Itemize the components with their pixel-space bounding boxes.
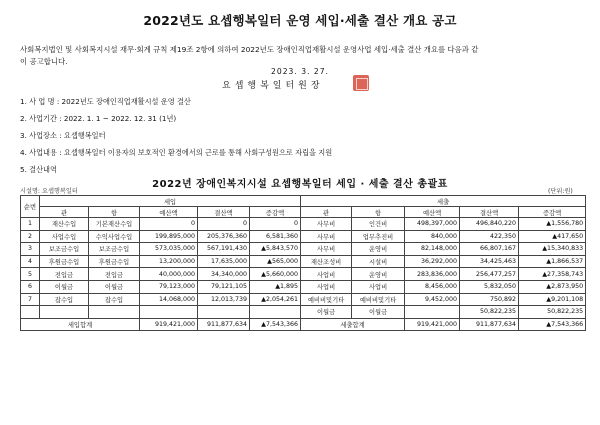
expense-settle: 50,822,235	[460, 306, 519, 319]
expense-total-settle: 911,877,634	[460, 318, 519, 331]
summary-table-title: 2022년 장애인복지시설 요셉행복일터 세입 · 세출 결산 총괄표	[152, 179, 448, 190]
intro-line-1: 사회복지법인 및 사회복지시설 재무·회계 규칙 제19조 2항에 의하여 2022년도 장애인직업재활시설 운영사업 세입·세출 결산 개요를 다음과 같	[20, 45, 479, 54]
income-settle: 79,121,105	[198, 280, 250, 293]
expense-gwan: 사업비	[301, 268, 352, 281]
expense-budget: 36,292,000	[405, 255, 460, 268]
expense-diff: ▲1,556,780	[519, 218, 586, 231]
table-row	[21, 293, 586, 306]
item-location: 3. 사업장소 : 요셉행복일터	[20, 131, 106, 140]
expense-diff: ▲15,340,833	[519, 243, 586, 256]
row-no: 1	[21, 218, 40, 231]
expense-budget: 82,148,000	[405, 243, 460, 256]
income-hang	[89, 306, 140, 319]
income-diff: ▲2,054,261	[250, 293, 301, 306]
table-row	[21, 255, 586, 268]
row-no: 3	[21, 243, 40, 256]
item-business-name: 1. 사 업 명 : 2022년도 장애인직업재활시설 운영 결산	[20, 97, 191, 106]
expense-budget	[405, 306, 460, 319]
expense-budget: 283,836,000	[405, 268, 460, 281]
expense-gwan: 사업비	[301, 280, 352, 293]
settlement-summary-table	[20, 195, 586, 331]
expense-settle: 66,807,167	[460, 243, 519, 256]
expense-settle: 422,350	[460, 230, 519, 243]
expense-settle: 256,477,257	[460, 268, 519, 281]
header-income-gwan: 관	[40, 207, 89, 218]
expense-gwan: 사무비	[301, 230, 352, 243]
income-budget: 79,123,000	[140, 280, 198, 293]
expense-diff: ▲27,358,743	[519, 268, 586, 281]
income-settle: 205,376,360	[198, 230, 250, 243]
header-expense-budget: 예산액	[405, 207, 460, 218]
facility-name: 시설명: 요셉행복일터	[20, 188, 78, 195]
income-gwan: 이월금	[40, 280, 89, 293]
header-income-settle: 결산액	[198, 207, 250, 218]
income-hang: 보조금수입	[89, 243, 140, 256]
expense-gwan: 사무비	[301, 243, 352, 256]
expense-diff: ▲1,866,537	[519, 255, 586, 268]
expense-diff: ▲2,873,950	[519, 280, 586, 293]
income-total-label: 세입합계	[21, 318, 140, 331]
row-no: 7	[21, 293, 40, 306]
header-income: 세입	[40, 196, 301, 207]
income-gwan	[40, 306, 89, 319]
header-no: 순번	[21, 196, 40, 218]
header-expense-gwan: 관	[301, 207, 352, 218]
item-settlement: 5. 결산내역	[20, 165, 57, 174]
header-expense-diff: 증감액	[519, 207, 586, 218]
income-budget: 14,068,000	[140, 293, 198, 306]
expense-budget: 9,452,000	[405, 293, 460, 306]
income-budget: 199,895,000	[140, 230, 198, 243]
expense-hang: 시설비	[352, 255, 405, 268]
income-hang: 기본재산수입	[89, 218, 140, 231]
income-total-diff: ▲7,543,366	[250, 318, 301, 331]
expense-diff: ▲417,650	[519, 230, 586, 243]
row-no: 5	[21, 268, 40, 281]
header-income-budget: 예산액	[140, 207, 198, 218]
expense-hang: 이월금	[352, 306, 405, 319]
income-diff	[250, 306, 301, 319]
expense-total-diff: ▲7,543,366	[519, 318, 586, 331]
income-gwan: 재산수입	[40, 218, 89, 231]
header-expense: 세출	[301, 196, 586, 207]
header-expense-settle: 결산액	[460, 207, 519, 218]
unit-label: (단위:원)	[548, 188, 573, 195]
notice-items	[20, 93, 332, 178]
income-gwan: 보조금수입	[40, 243, 89, 256]
expense-hang: 운영비	[352, 243, 405, 256]
income-budget: 13,200,000	[140, 255, 198, 268]
expense-hang: 인건비	[352, 218, 405, 231]
header-expense-hang: 항	[352, 207, 405, 218]
income-diff: ▲565,000	[250, 255, 301, 268]
expense-gwan: 사무비	[301, 218, 352, 231]
table-row	[21, 243, 586, 256]
row-no: 6	[21, 280, 40, 293]
header-income-diff: 증감액	[250, 207, 301, 218]
expense-budget: 498,397,000	[405, 218, 460, 231]
income-diff: 6,581,360	[250, 230, 301, 243]
official-seal-icon	[353, 75, 369, 91]
expense-hang: 예비비및기타	[352, 293, 405, 306]
income-gwan: 전입금	[40, 268, 89, 281]
row-no: 4	[21, 255, 40, 268]
item-content: 4. 사업내용 : 요셉행복일터 이용자의 보호적인 환경에서의 근로를 통해 사회구성원으로 자립을 지원	[20, 148, 333, 157]
notice-title: 2022년도 요셉행복일터 운영 세입·세출 결산 개요 공고	[143, 13, 457, 28]
table-row	[21, 306, 586, 319]
income-total-settle: 911,877,634	[198, 318, 250, 331]
expense-diff: 50,822,235	[519, 306, 586, 319]
table-row	[21, 218, 586, 231]
table-row	[21, 230, 586, 243]
expense-total-budget: 919,421,000	[405, 318, 460, 331]
intro-text	[20, 44, 585, 68]
expense-total-label: 세출합계	[301, 318, 405, 331]
income-total-budget: 919,421,000	[140, 318, 198, 331]
income-gwan: 잡수입	[40, 293, 89, 306]
income-diff: 0	[250, 218, 301, 231]
income-settle: 12,013,739	[198, 293, 250, 306]
row-no	[21, 306, 40, 319]
expense-gwan: 이월금	[301, 306, 352, 319]
income-hang: 전입금	[89, 268, 140, 281]
income-diff: ▲1,895	[250, 280, 301, 293]
expense-budget: 840,000	[405, 230, 460, 243]
income-hang: 잡수입	[89, 293, 140, 306]
income-settle: 0	[198, 218, 250, 231]
income-settle	[198, 306, 250, 319]
expense-hang: 업무추진비	[352, 230, 405, 243]
header-income-hang: 항	[89, 207, 140, 218]
expense-budget: 8,456,000	[405, 280, 460, 293]
notice-date: 2023. 3. 27.	[271, 67, 329, 76]
org-signature: 요셉행복일터원장	[222, 81, 324, 91]
expense-settle: 34,425,463	[460, 255, 519, 268]
income-settle: 34,340,000	[198, 268, 250, 281]
income-budget: 573,035,000	[140, 243, 198, 256]
income-gwan: 후원금수입	[40, 255, 89, 268]
expense-settle: 5,832,050	[460, 280, 519, 293]
income-budget: 0	[140, 218, 198, 231]
expense-settle: 496,840,220	[460, 218, 519, 231]
table-row	[21, 268, 586, 281]
intro-line-2: 이 공고합니다.	[20, 57, 68, 66]
total-row	[21, 318, 586, 331]
income-budget	[140, 306, 198, 319]
income-diff: ▲5,660,000	[250, 268, 301, 281]
income-budget: 40,000,000	[140, 268, 198, 281]
item-period: 2. 사업기간 : 2022. 1. 1 ~ 2022. 12. 31 (1년)	[20, 114, 177, 123]
row-no: 2	[21, 230, 40, 243]
income-hang: 이월금	[89, 280, 140, 293]
expense-gwan: 재산조성비	[301, 255, 352, 268]
income-diff: ▲5,843,570	[250, 243, 301, 256]
income-hang: 수익사업수입	[89, 230, 140, 243]
expense-gwan: 예비비및기타	[301, 293, 352, 306]
expense-diff: ▲9,201,108	[519, 293, 586, 306]
expense-hang: 운영비	[352, 268, 405, 281]
income-settle: 567,191,430	[198, 243, 250, 256]
table-row	[21, 280, 586, 293]
income-settle: 17,635,000	[198, 255, 250, 268]
income-hang: 후원금수입	[89, 255, 140, 268]
expense-hang: 사업비	[352, 280, 405, 293]
income-gwan: 사업수입	[40, 230, 89, 243]
expense-settle: 750,892	[460, 293, 519, 306]
